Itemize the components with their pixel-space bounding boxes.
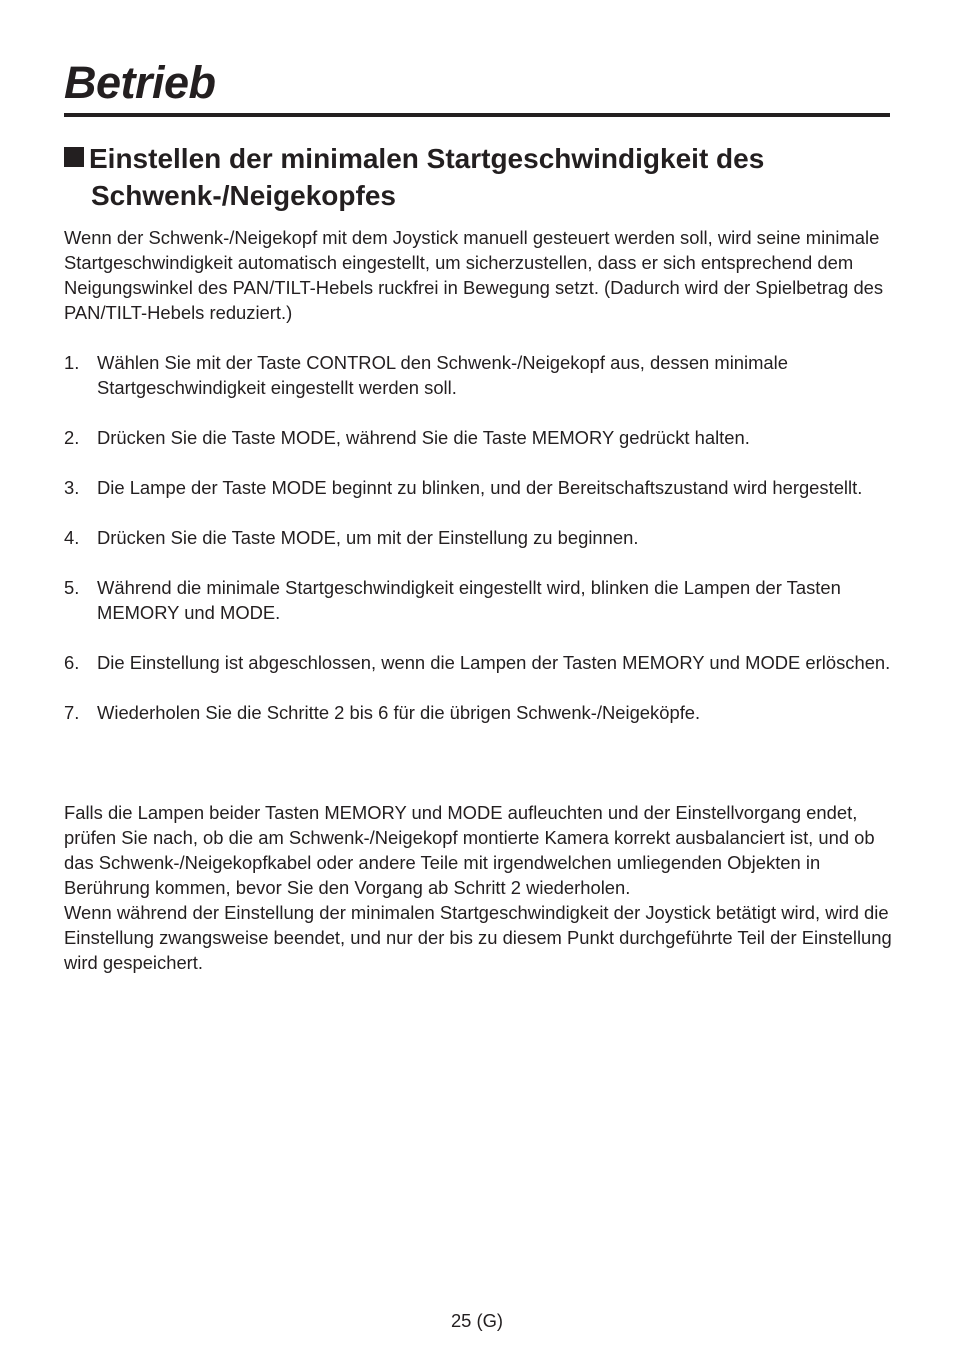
step-text: Während die minimale Startgeschwindigkeit eingestellt wird, blinken die Lampen der Tasten MEMORY und MODE. (97, 577, 841, 623)
section-heading-text-1: Einstellen der minimalen Startgeschwindigkeit des (89, 143, 765, 174)
step-item (64, 425, 894, 450)
page-title: Betrieb (64, 57, 216, 108)
square-bullet-icon (64, 147, 84, 167)
section-heading-text-2: Schwenk-/Neigekopfes (91, 180, 396, 211)
note-paragraph: Wenn während der Einstellung der minimalen Startgeschwindigkeit der Joystick betätigt wird, wird die Einstellung zwangsweise beendet, und nur der bis zu diesem Punkt durchgeführte Teil der Einstellung wird gespeichert. (64, 902, 892, 973)
step-text: Drücken Sie die Taste MODE, während Sie die Taste MEMORY gedrückt halten. (97, 427, 750, 448)
step-number: 1. (64, 352, 80, 373)
step-text: Die Einstellung ist abgeschlossen, wenn die Lampen der Tasten MEMORY und MODE erlöschen. (97, 652, 891, 673)
step-number: 6. (64, 652, 80, 673)
steps-list (64, 350, 894, 750)
step-text: Die Lampe der Taste MODE beginnt zu blinken, und der Bereitschaftszustand wird hergestellt. (97, 477, 863, 498)
section-heading-line-1 (64, 140, 894, 177)
step-number: 7. (64, 702, 80, 723)
step-text: Drücken Sie die Taste MODE, um mit der Einstellung zu beginnen. (97, 527, 639, 548)
step-text: Wählen Sie mit der Taste CONTROL den Schwenk-/Neigekopf aus, dessen minimale Startgeschwindigkeit eingestellt werden soll. (97, 352, 788, 398)
section-heading (64, 140, 894, 214)
step-number: 5. (64, 577, 80, 598)
step-text: Wiederholen Sie die Schritte 2 bis 6 für die übrigen Schwenk-/Neigeköpfe. (97, 702, 701, 723)
intro-paragraph: Wenn der Schwenk-/Neigekopf mit dem Joystick manuell gesteuert werden soll, wird seine minimale Startgeschwindigkeit automatisch eingestellt, um sicherzustellen, dass er sich entsprechend dem Neigungswinkel des PAN/TILT-Hebels ruckfrei in Bewegung setzt. (Dadurch wird der Spielbetrag des PAN/TILT-Hebels reduziert.) (64, 227, 884, 323)
step-number: 2. (64, 427, 80, 448)
page-number: 25 (G) (450, 1310, 504, 1331)
step-item (64, 575, 894, 625)
step-item (64, 525, 894, 550)
notes-block (64, 800, 894, 975)
step-number: 4. (64, 527, 80, 548)
note-paragraph: Falls die Lampen beider Tasten MEMORY und MODE aufleuchten und der Einstellvorgang endet, prüfen Sie nach, ob die am Schwenk-/Neigekopf montierte Kamera korrekt ausbalanciert ist, und ob das Schwenk-/Neigekopfkabel oder andere Teile mit irgendwelchen umliegenden Objekten in Berührung kommen, bevor Sie den Vorgang ab Schritt 2 wiederholen. (64, 802, 875, 898)
step-item (64, 350, 894, 400)
step-item (64, 700, 894, 725)
step-item (64, 650, 894, 675)
title-divider (64, 113, 890, 117)
step-number: 3. (64, 477, 80, 498)
step-item (64, 475, 894, 500)
